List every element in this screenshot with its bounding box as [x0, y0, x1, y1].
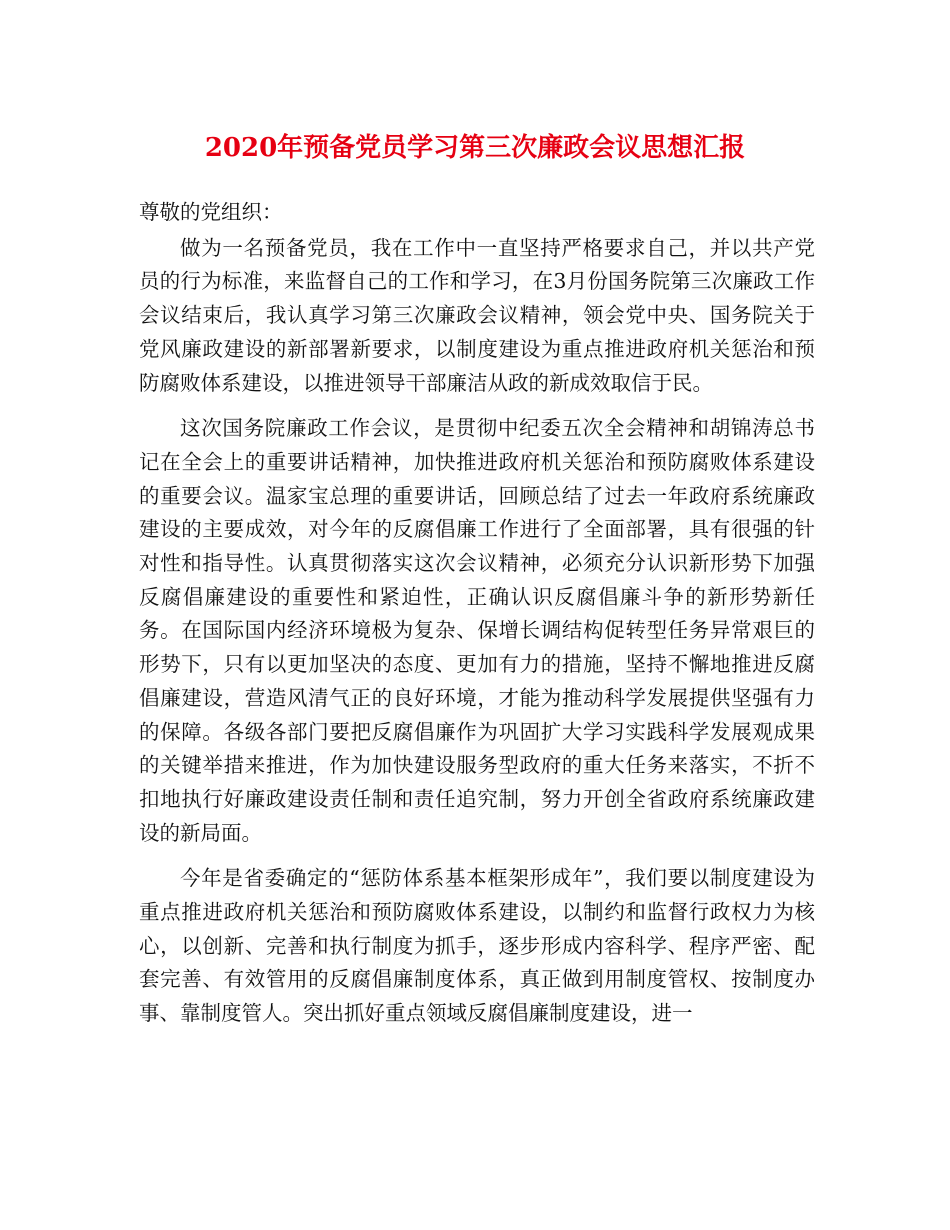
paragraph-3: 今年是省委确定的“惩防体系基本框架形成年”，我们要以制度建设为重点推进政府机关惩治和预防腐败体系建设，以制约和监督行政权力为核心，以创新、完善和执行制度为抓手，逐步形成内容科学、程序严密、配套完善、有效管用的反腐倡廉制度体系，真正做到用制度管权、按制度办事、靠制度管人。突出抓好重点领域反腐倡廉制度建设，进一 — [139, 866, 815, 1026]
document-body — [139, 196, 815, 1043]
document-title: 2020年预备党员学习第三次廉政会议思想汇报 — [204, 133, 746, 163]
salutation: 尊敬的党组织： — [139, 200, 283, 224]
paragraph-2: 这次国务院廉政工作会议，是贯彻中纪委五次全会精神和胡锦涛总书记在全会上的重要讲话精神，加快推进政府机关惩治和预防腐败体系建设的重要会议。温家宝总理的重要讲话，回顾总结了过去一年政府系统廉政建设的主要成效，对今年的反腐倡廉工作进行了全面部署，具有很强的针对性和指导性。认真贯彻落实这次会议精神，必须充分认识新形势下加强反腐倡廉建设的重要性和紧迫性，正确认识反腐倡廉斗争的新形势新任务。在国际国内经济环境极为复杂、保增长调结构促转型任务异常艰巨的形势下，只有以更加坚决的态度、更加有力的措施，坚持不懈地推进反腐倡廉建设，营造风清气正的良好环境，才能为推动科学发展提供坚强有力的保障。各级各部门要把反腐倡廉作为巩固扩大学习实践科学发展观成果的关键举措来推进，作为加快建设服务型政府的重大任务来落实，不折不扣地执行好廉政建设责任制和责任追究制，努力开创全省政府系统廉政建设的新局面。 — [139, 416, 815, 845]
paragraph-1: 做为一名预备党员，我在工作中一直坚持严格要求自己，并以共产党员的行为标准，来监督自己的工作和学习，在3月份国务院第三次廉政工作会议结束后，我认真学习第三次廉政会议精神，领会党中央、国务院关于党风廉政建设的新部署新要求，以制度建设为重点推进政府机关惩治和预防腐败体系建设，以推进领导干部廉洁从政的新成效取信于民。 — [139, 235, 815, 395]
